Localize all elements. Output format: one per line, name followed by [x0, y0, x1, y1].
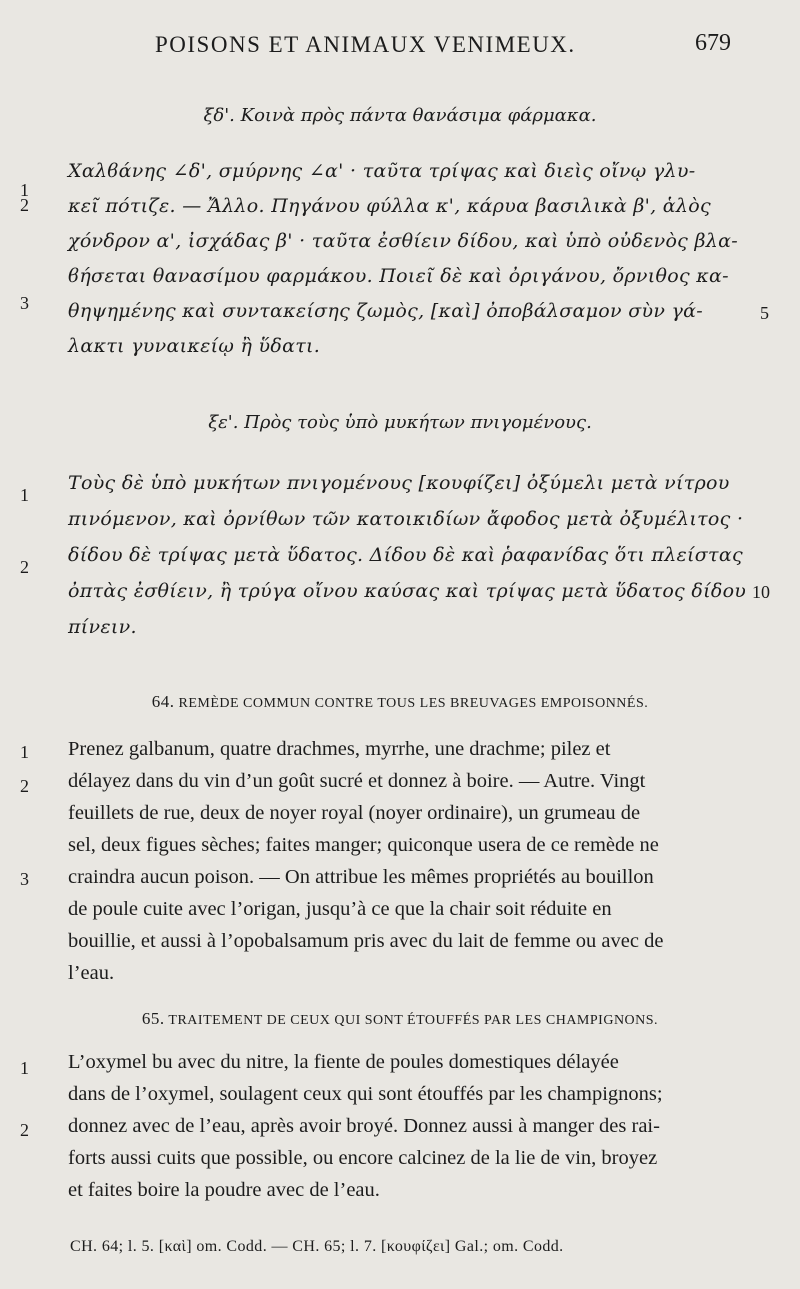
french-paragraph-65: [68, 1045, 748, 1215]
greek-line: θηψημένης καὶ συντακείσης ζωμὸς, [καὶ] ὀποβάλσαμον σὺν γά-: [68, 300, 704, 322]
section-number: 64.: [151, 692, 175, 711]
running-title: POISONS ET ANIMAUX VENIMEUX.: [155, 32, 576, 57]
section-number: 65.: [141, 1009, 165, 1028]
french-line: l’eau.: [68, 962, 115, 984]
greek-paragraph-1: [68, 150, 748, 390]
margin-number: 10: [752, 582, 770, 602]
french-line: dans de l’oxymel, soulagent ceux qui sont étouffés par les champignons;: [68, 1083, 663, 1105]
greek-line: ϐήσεται θανασίμου φαρμάκου. Ποιεῖ δὲ καὶ ὀριγάνου, ὄρνιθος κα-: [68, 265, 729, 287]
section-heading: REMÈDE COMMUN CONTRE TOUS LES BREUVAGES EMPOISONNÉS.: [178, 696, 649, 711]
section-heading: TRAITEMENT DE CEUX QUI SONT ÉTOUFFÉS PAR LES CHAMPIGNONS.: [168, 1013, 659, 1028]
greek-line: Χαλϐάνης ∠δ', σμύρνης ∠α' · ταῦτα τρίψας καὶ διεὶς οἴνῳ γλυ-: [68, 160, 696, 182]
greek-line: κεῖ πότιζε. — Ἄλλο. Πηγάνου φύλλα κ', κάρυα βασιλικὰ β', ἁλὸς: [68, 195, 711, 217]
greek-line: πίνειν.: [68, 616, 137, 638]
greek-line: Τοὺς δὲ ὑπὸ μυκήτων πνιγομένους [κουφίζει] ὀξύμελι μετὰ νίτρου: [68, 472, 730, 494]
french-line: et faites boire la poudre avec de l’eau.: [68, 1179, 380, 1201]
margin-number: 2: [20, 776, 29, 796]
page-number: 679: [695, 30, 731, 56]
french-line: craindra aucun poison. — On attribue les mêmes propriétés au bouillon: [68, 866, 654, 888]
margin-number: 1: [20, 485, 29, 505]
footnote: CH. 64; l. 5. [καὶ] om. Codd. — CH. 65; l. 7. [κουφίζει] Gal.; om. Codd.: [70, 1238, 564, 1255]
margin-number: 1: [20, 1058, 29, 1078]
french-section-title-65: [0, 1009, 800, 1029]
margin-number: 5: [760, 303, 769, 323]
french-section-title-64: [0, 692, 800, 712]
french-paragraph-64: [68, 730, 748, 990]
french-line: feuillets de rue, deux de noyer royal (noyer ordinaire), un grumeau de: [68, 802, 641, 824]
greek-section-title-1: ξδ'. Κοινὰ πρὸς πάντα θανάσιμα φάρμακα.: [203, 105, 597, 126]
french-line: délayez dans du vin d’un goût sucré et donnez à boire. — Autre. Vingt: [68, 770, 646, 792]
french-line: L’oxymel bu avec du nitre, la fiente de poules domestiques délayée: [68, 1051, 619, 1073]
page-header: [0, 30, 800, 70]
margin-number: 3: [20, 293, 29, 313]
greek-line: δίδου δὲ τρίψας μετὰ ὕδατος. Δίδου δὲ καὶ ῥαφανίδας ὅτι πλείστας: [68, 544, 743, 566]
margin-number: 2: [20, 1120, 29, 1140]
greek-line: χόνδρον α', ἰσχάδας β' · ταῦτα ἐσθίειν δίδου, καὶ ὑπὸ οὐδενὸς βλα-: [68, 230, 738, 252]
french-line: donnez avec de l’eau, après avoir broyé. Donnez aussi à manger des rai-: [68, 1115, 660, 1137]
french-line: forts aussi cuits que possible, ou encore calcinez de la lie de vin, broyez: [68, 1147, 658, 1169]
greek-line: ὀπτὰς ἐσθίειν, ἢ τρύγα οἴνου καύσας καὶ τρίψας μετὰ ὕδατος δίδου: [68, 580, 747, 602]
margin-number: 3: [20, 869, 29, 889]
french-line: bouillie, et aussi à l’opobalsamum pris avec du lait de femme ou avec de: [68, 930, 664, 952]
french-line: sel, deux figues sèches; faites manger; quiconque usera de ce remède ne: [68, 834, 659, 856]
greek-line: λακτι γυναικείῳ ἢ ὕδατι.: [68, 335, 321, 357]
margin-number: 1: [20, 180, 29, 200]
margin-number: 1: [20, 742, 29, 762]
margin-number: 2: [20, 557, 29, 577]
margin-number: 2: [20, 195, 29, 215]
french-line: de poule cuite avec l’origan, jusqu’à ce que la chair soit réduite en: [68, 898, 612, 920]
greek-section-title-2: ξε'. Πρὸς τοὺς ὑπὸ μυκήτων πνιγομένους.: [208, 412, 592, 433]
french-line: Prenez galbanum, quatre drachmes, myrrhe, une drachme; pilez et: [68, 738, 611, 760]
greek-line: πινόμενον, καὶ ὀρνίθων τῶν κατοικιδίων ἄφοδος μετὰ ὀξυμέλιτος ·: [68, 508, 744, 530]
greek-paragraph-2: [68, 460, 748, 660]
